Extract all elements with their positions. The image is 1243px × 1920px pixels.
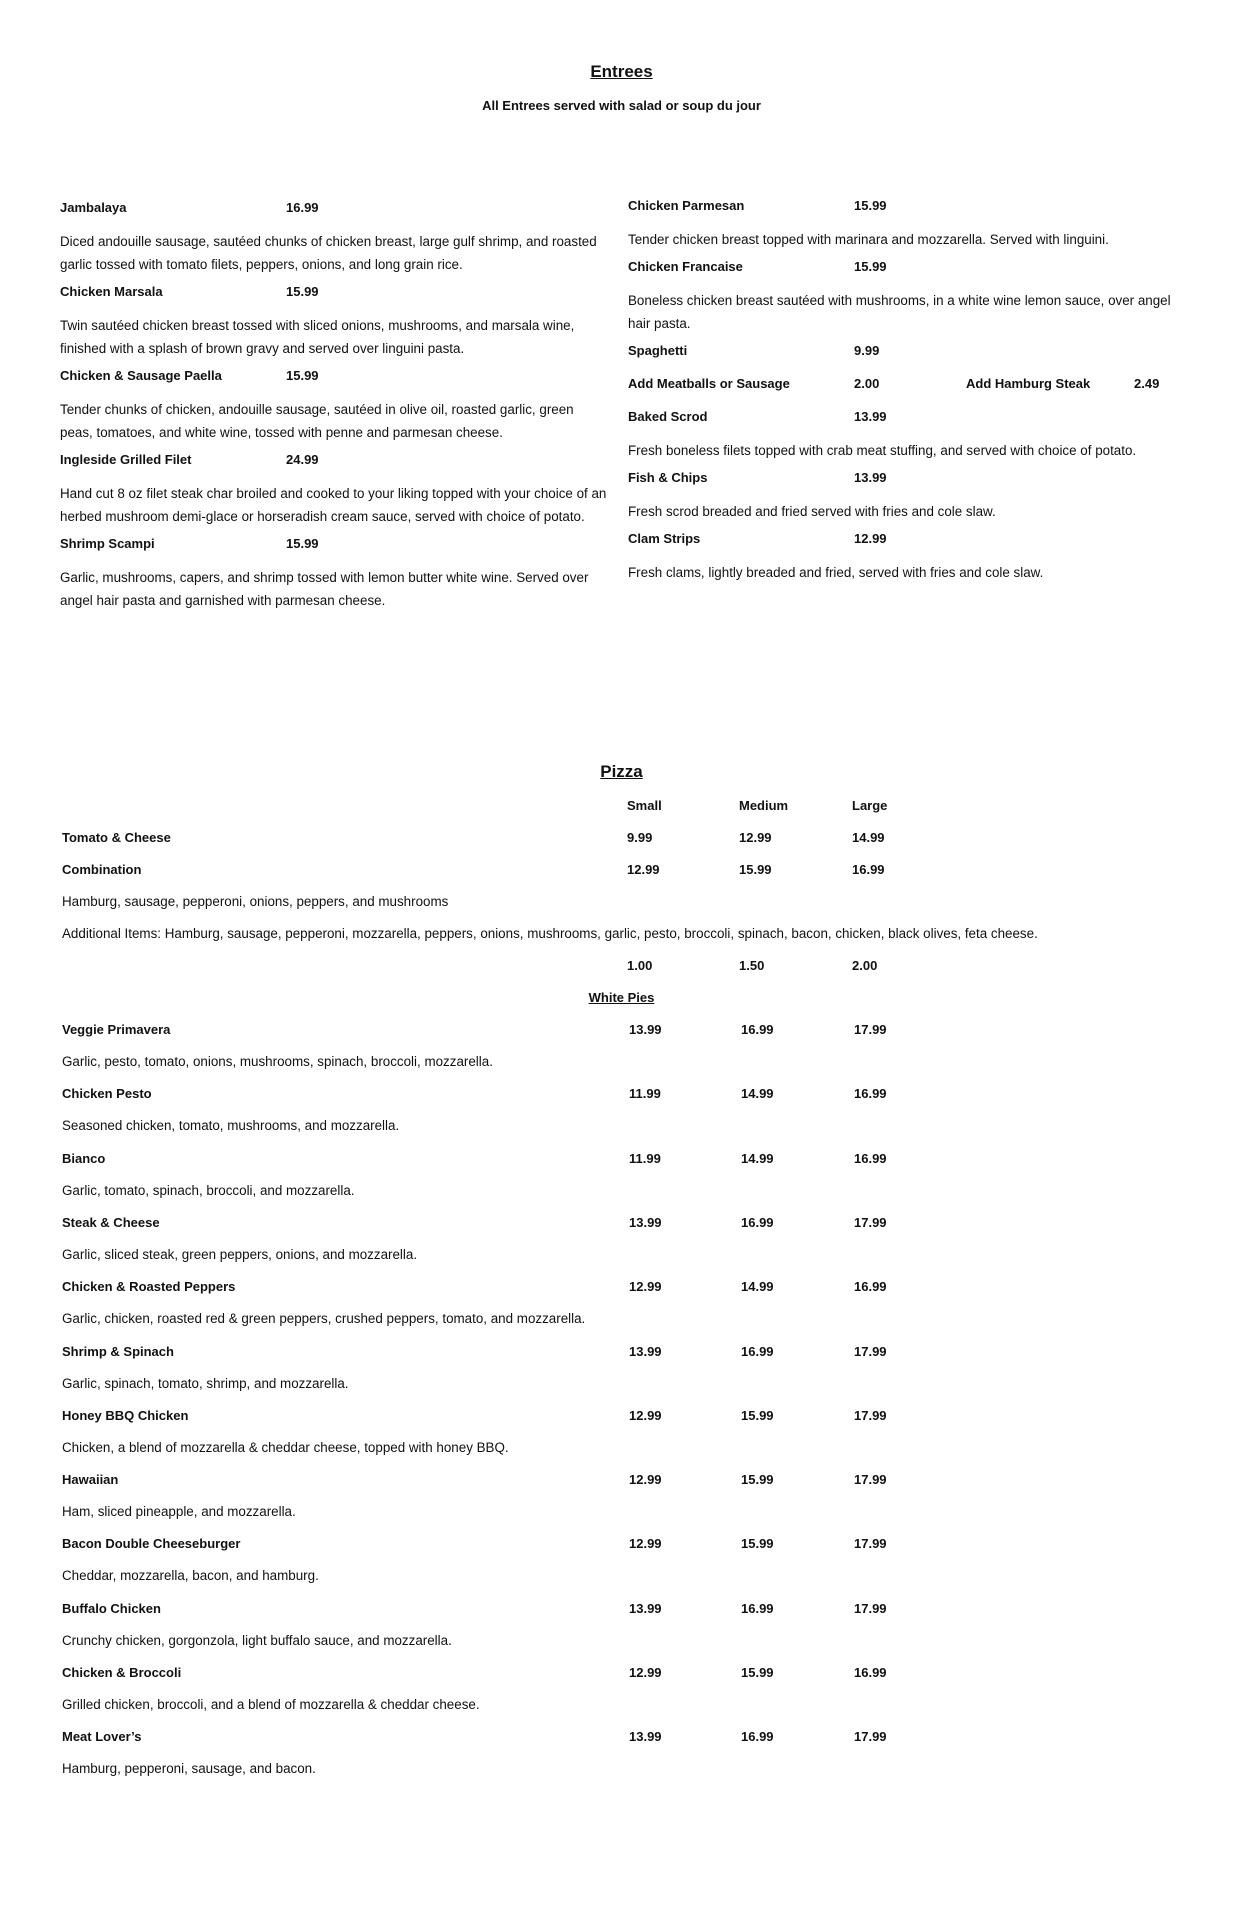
entree-price: 15.99	[286, 368, 319, 383]
pizza-name: Meat Lover’s	[62, 1729, 142, 1745]
entree-price: 2.00	[854, 376, 880, 391]
entree-description: Twin sautéed chicken breast tossed with sliced onions, mushrooms, and marsala wine, finished with a splash of brown gravy and served over linguini pasta.	[60, 318, 575, 356]
pizza-name: Steak & Cheese	[62, 1214, 160, 1230]
entree-item	[628, 409, 1188, 462]
entree-price: 15.99	[854, 198, 887, 213]
pizza-price-medium: 16.99	[741, 1343, 774, 1359]
entree-price: 12.99	[854, 531, 887, 546]
pizza-price-large: 14.99	[852, 830, 885, 845]
entree-name: Chicken & Sausage Paella	[60, 368, 222, 383]
entree-name: Shrimp Scampi	[60, 536, 155, 551]
pizza-price-medium: 16.99	[741, 1600, 774, 1616]
pizza-price-medium: 16.99	[741, 1214, 774, 1230]
entree-price: 15.99	[286, 536, 319, 551]
pizza-price-large: 17.99	[854, 1600, 887, 1616]
pizza-row	[62, 1408, 1182, 1430]
pizza-name: Honey BBQ Chicken	[62, 1407, 189, 1423]
pizza-row	[62, 1344, 1182, 1366]
pizza-row	[62, 1215, 1182, 1237]
pizza-name: Bacon Double Cheeseburger	[62, 1536, 241, 1552]
pizza-price-large: 17.99	[854, 1472, 887, 1488]
entree-item	[60, 452, 610, 528]
entree-name: Chicken Marsala	[60, 284, 163, 299]
entree-price: 13.99	[854, 409, 887, 424]
pizza-name: Combination	[62, 862, 142, 877]
pizza-description: Grilled chicken, broccoli, and a blend of mozzarella & cheddar cheese.	[62, 1697, 480, 1712]
entree-name: Clam Strips	[628, 531, 701, 546]
pizza-description: Ham, sliced pineapple, and mozzarella.	[62, 1504, 296, 1520]
entree-item	[60, 536, 610, 612]
entree-row	[628, 198, 1188, 220]
entree-item	[628, 531, 1188, 584]
pizza-description: Seasoned chicken, tomato, mushrooms, and mozzarella.	[62, 1118, 400, 1134]
entree-description: Boneless chicken breast sautéed with mushrooms, in a white wine lemon sauce, over angel hair pasta.	[628, 293, 1171, 331]
pizza-name: Shrimp & Spinach	[62, 1343, 174, 1359]
entree-extra-price: 2.49	[1134, 376, 1160, 391]
additional-prices-row	[62, 958, 1182, 980]
entree-price: 24.99	[286, 452, 319, 467]
pizza-price-large: 16.99	[854, 1665, 887, 1680]
pizza-price-small: 12.99	[629, 1279, 662, 1295]
pizza-name: Hawaiian	[62, 1472, 119, 1488]
pizza-price-medium: 16.99	[741, 1729, 774, 1745]
pizza-price-small: 13.99	[629, 1022, 662, 1037]
pizza-name: Bianco	[62, 1150, 106, 1166]
pizza-name: Chicken & Broccoli	[62, 1665, 182, 1680]
pizza-price-medium: 12.99	[739, 830, 772, 845]
pizza-row	[62, 1086, 1182, 1108]
pizza-price-medium: 15.99	[741, 1407, 774, 1423]
entree-row	[60, 368, 610, 390]
size-label: Medium	[739, 798, 789, 813]
entree-price: 15.99	[854, 259, 887, 274]
pizza-row	[62, 1665, 1182, 1687]
entrees-subtitle: All Entrees served with salad or soup du jour	[482, 98, 761, 113]
entree-name: Fish & Chips	[628, 470, 708, 485]
entree-price: 16.99	[286, 200, 319, 215]
pizza-row	[62, 1022, 1182, 1044]
entree-description: Fresh scrod breaded and fried served with fries and cole slaw.	[628, 504, 996, 519]
pizza-name: Chicken Pesto	[62, 1086, 152, 1102]
entree-price: 13.99	[854, 470, 887, 485]
white-pies-title: White Pies	[588, 990, 655, 1005]
size-label: Small	[627, 798, 662, 813]
pizza-price-large: 17.99	[854, 1729, 887, 1745]
entree-item	[628, 259, 1188, 335]
pizza-price-large: 17.99	[854, 1407, 887, 1423]
pizza-row	[62, 830, 1182, 852]
pizza-title: Pizza	[600, 762, 643, 781]
entrees-left-column	[60, 200, 610, 620]
pizza-row	[62, 1536, 1182, 1558]
entree-row	[60, 452, 610, 474]
pizza-price-large: 17.99	[854, 1343, 887, 1359]
entree-description: Tender chicken breast topped with marinara and mozzarella. Served with linguini.	[628, 232, 1109, 247]
pizza-price-small: 13.99	[629, 1729, 662, 1745]
entree-name: Spaghetti	[628, 343, 688, 358]
pizza-name: Veggie Primavera	[62, 1022, 171, 1037]
pizza-price-medium: 14.99	[741, 1086, 774, 1102]
pizza-row	[62, 862, 1182, 884]
pizza-price-small: 12.99	[629, 1472, 662, 1488]
entree-row	[628, 259, 1188, 281]
pizza-price-medium: 1.50	[739, 958, 765, 973]
entree-item	[60, 368, 610, 444]
entree-row	[628, 470, 1188, 492]
pizza-price-small: 9.99	[627, 830, 653, 845]
entree-description: Fresh clams, lightly breaded and fried, served with fries and cole slaw.	[628, 565, 1044, 580]
entree-name: Chicken Francaise	[628, 259, 743, 274]
pizza-name: Chicken & Roasted Peppers	[62, 1279, 236, 1295]
pizza-row	[62, 1601, 1182, 1623]
pizza-price-large: 16.99	[854, 1279, 887, 1295]
pizza-row	[62, 1729, 1182, 1751]
pizza-price-small: 12.99	[627, 862, 660, 877]
pizza-price-medium: 15.99	[741, 1665, 774, 1680]
pizza-price-medium: 15.99	[741, 1536, 774, 1552]
pizza-price-small: 12.99	[629, 1665, 662, 1680]
entree-name: Ingleside Grilled Filet	[60, 452, 192, 467]
entrees-right-column	[628, 198, 1188, 592]
entree-row	[60, 536, 610, 558]
pizza-price-large: 16.99	[852, 862, 885, 877]
pizza-row	[62, 1279, 1182, 1301]
entree-item	[628, 343, 1188, 365]
pizza-price-large: 16.99	[854, 1086, 887, 1102]
pizza-description: Crunchy chicken, gorgonzola, light buffalo sauce, and mozzarella.	[62, 1632, 452, 1648]
entree-row	[628, 409, 1188, 431]
pizza-price-medium: 14.99	[741, 1150, 774, 1166]
entree-row	[628, 376, 1188, 398]
pizza-row	[62, 1151, 1182, 1173]
entree-row	[628, 531, 1188, 553]
pizza-price-small: 12.99	[629, 1536, 662, 1552]
entree-item	[60, 284, 610, 360]
pizza-price-small: 13.99	[629, 1343, 662, 1359]
entrees-title: Entrees	[590, 62, 653, 81]
pizza-description: Garlic, sliced steak, green peppers, onions, and mozzarella.	[62, 1246, 418, 1262]
pizza-price-large: 17.99	[854, 1536, 887, 1552]
pizza-description: Hamburg, sausage, pepperoni, onions, peppers, and mushrooms	[62, 894, 449, 909]
pizza-price-large: 17.99	[854, 1214, 887, 1230]
pizza-price-small: 11.99	[629, 1150, 661, 1166]
entree-row	[60, 200, 610, 222]
entree-name: Chicken Parmesan	[628, 198, 745, 213]
pizza-price-medium: 15.99	[739, 862, 772, 877]
entree-description: Fresh boneless filets topped with crab meat stuffing, and served with choice of potato.	[628, 443, 1137, 458]
entree-price: 9.99	[854, 343, 880, 358]
pizza-description: Garlic, pesto, tomato, onions, mushrooms, spinach, broccoli, mozzarella.	[62, 1054, 493, 1069]
pizza-description: Cheddar, mozzarella, bacon, and hamburg.	[62, 1568, 319, 1584]
entree-row	[60, 284, 610, 306]
pizza-price-small: 13.99	[629, 1600, 662, 1616]
pizza-description: Garlic, tomato, spinach, broccoli, and mozzarella.	[62, 1182, 355, 1198]
pizza-price-medium: 15.99	[741, 1472, 774, 1488]
entree-name: Baked Scrod	[628, 409, 708, 424]
pizza-name: Buffalo Chicken	[62, 1600, 161, 1616]
entree-description: Tender chunks of chicken, andouille sausage, sautéed in olive oil, roasted garlic, green peas, tomatoes, and white wine, tossed with penne and parmesan cheese.	[60, 402, 574, 440]
entree-name: Add Meatballs or Sausage	[628, 376, 790, 391]
pizza-name: Tomato & Cheese	[62, 830, 171, 845]
pizza-price-small: 1.00	[627, 958, 653, 973]
pizza-price-large: 2.00	[852, 958, 878, 973]
pizza-price-small: 13.99	[629, 1214, 662, 1230]
additional-items: Additional Items: Hamburg, sausage, pepperoni, mozzarella, peppers, onions, mushrooms, garlic, pesto, broccoli, spinach, bacon, chicken, black olives, feta cheese.	[62, 926, 1038, 941]
pizza-price-large: 17.99	[854, 1022, 887, 1037]
pizza-row	[62, 1472, 1182, 1494]
pizza-price-small: 12.99	[629, 1407, 662, 1423]
entree-description: Diced andouille sausage, sautéed chunks of chicken breast, large gulf shrimp, and roasted garlic tossed with tomato filets, peppers, onions, and long grain rice.	[60, 234, 597, 272]
entree-description: Hand cut 8 oz filet steak char broiled and cooked to your liking topped with your choice of an herbed mushroom demi-glace or horseradish cream sauce, served with choice of potato.	[60, 486, 607, 524]
pizza-description: Chicken, a blend of mozzarella & cheddar cheese, topped with honey BBQ.	[62, 1439, 509, 1455]
entree-row	[628, 343, 1188, 365]
entree-item	[628, 376, 1188, 398]
pizza-size-header	[62, 798, 1182, 820]
pizza-description: Hamburg, pepperoni, sausage, and bacon.	[62, 1761, 316, 1777]
entree-item	[60, 200, 610, 276]
pizza-price-medium: 16.99	[741, 1022, 774, 1037]
entree-extra-name: Add Hamburg Steak	[966, 376, 1091, 391]
pizza-price-medium: 14.99	[741, 1279, 774, 1295]
entree-name: Jambalaya	[60, 200, 127, 215]
pizza-price-small: 11.99	[629, 1086, 661, 1102]
entree-price: 15.99	[286, 284, 319, 299]
pizza-price-large: 16.99	[854, 1150, 887, 1166]
pizza-description: Garlic, spinach, tomato, shrimp, and mozzarella.	[62, 1375, 349, 1391]
entree-description: Garlic, mushrooms, capers, and shrimp tossed with lemon butter white wine. Served over angel hair pasta and garnished with parmesan cheese.	[60, 570, 589, 608]
entree-item	[628, 470, 1188, 523]
entree-item	[628, 198, 1188, 251]
pizza-description: Garlic, chicken, roasted red & green peppers, crushed peppers, tomato, and mozzarella.	[62, 1311, 586, 1327]
size-label: Large	[852, 798, 888, 813]
